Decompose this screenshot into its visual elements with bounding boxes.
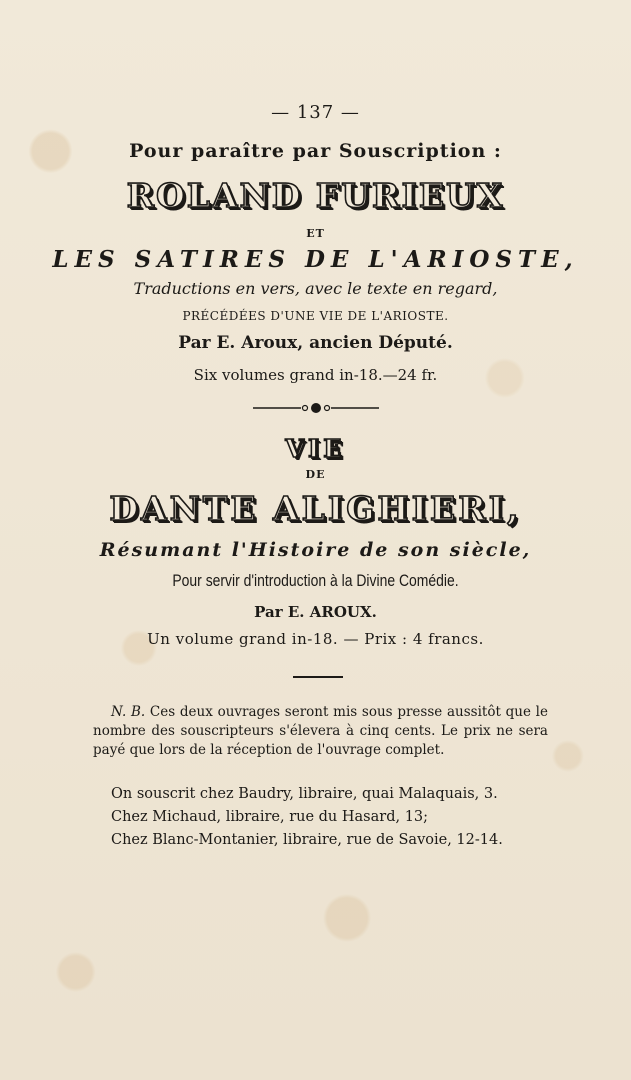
address-line: Chez Michaud, libraire, rue du Hasard, 13; (111, 809, 429, 825)
book1-title: ROLAND FURIEUX (126, 176, 505, 215)
ornament-icon (251, 396, 381, 420)
section-rule (293, 676, 343, 678)
book1-subtitle: LES SATIRES DE L'ARIOSTE, (52, 246, 579, 273)
book1-description: Traductions en vers, avec le texte en regard, (133, 279, 498, 298)
book2-author: Par E. AROUX. (254, 603, 377, 621)
address-line: Chez Blanc-Montanier, libraire, rue de Savoie, 12-14. (111, 832, 503, 848)
book1-preceded: PRÉCÉDÉES D'UNE VIE DE L'ARIOSTE. (182, 309, 449, 323)
ornament-divider (0, 396, 631, 420)
book2-format: Un volume grand in-18. — Prix : 4 francs. (147, 630, 484, 648)
book2-summary: Résumant l'Histoire de son siècle, (99, 539, 532, 561)
book2-conjunction: DE (305, 468, 326, 481)
book1-author: Par E. Aroux, ancien Député. (178, 333, 453, 353)
note-lead: N. B. (111, 704, 146, 720)
note-paragraph (93, 703, 548, 760)
book1-conjunction: ET (306, 227, 325, 240)
address-line: On souscrit chez Baudry, libraire, quai Malaquais, 3. (111, 786, 498, 802)
note-text: Ces deux ouvrages seront mis sous presse aussitôt que le nombre des souscripteurs s'élevera à cinq cents. Le prix ne sera payé que lors de la réception de l'ouvrage complet. (93, 704, 548, 758)
book2-title: VIE (285, 434, 346, 463)
book2-subject: DANTE ALIGHIERI, (109, 489, 522, 528)
page-number: — 137 — (271, 102, 360, 123)
book2-purpose: Pour servir d'introduction à la Divine Comédie. (172, 571, 459, 590)
announcement: Pour paraître par Souscription : (129, 140, 502, 162)
book1-format: Six volumes grand in-18.—24 fr. (193, 366, 438, 384)
